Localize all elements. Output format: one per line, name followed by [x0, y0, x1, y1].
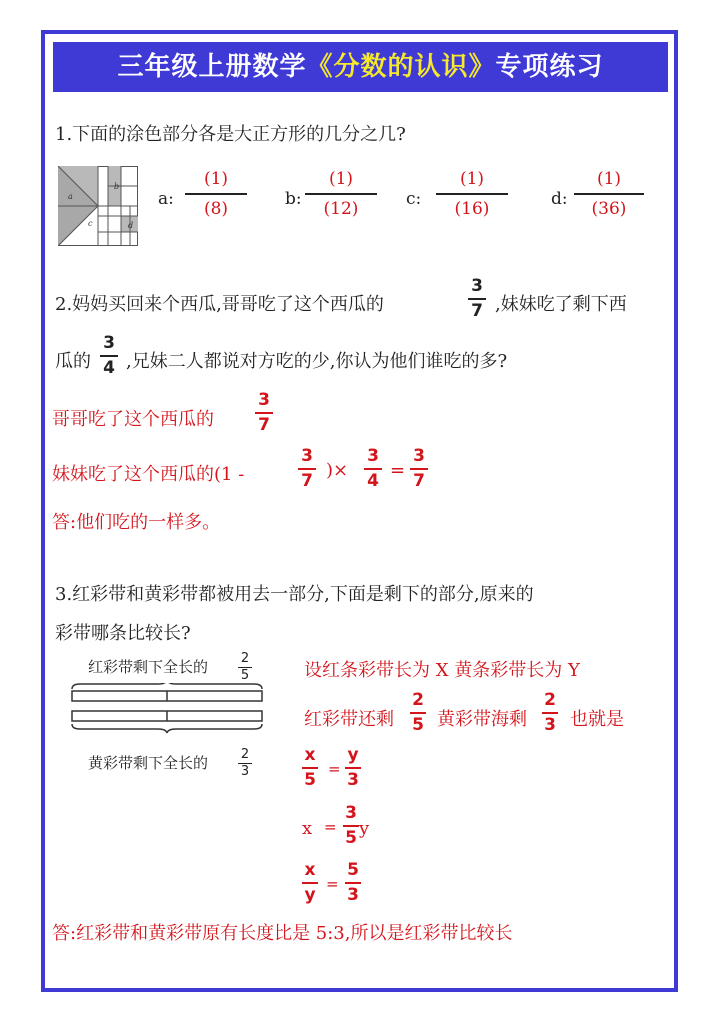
frac-denominator: 3 — [347, 885, 359, 905]
frac-numerator: 3 — [367, 446, 379, 466]
q3-eq1-right-fraction — [345, 745, 361, 791]
q2-answer-fraction1 — [255, 390, 273, 436]
q1-option-d-denominator: (36) — [591, 199, 627, 219]
q2-fraction-brother — [468, 276, 486, 322]
frac-numerator: 3 — [413, 446, 425, 466]
frac-numerator: 3 — [301, 446, 313, 466]
q1-option-d-label: d: — [551, 189, 568, 209]
frac-numerator: 2 — [240, 747, 250, 762]
frac-denominator: 4 — [367, 471, 379, 491]
q3-solution-line2-c: 也就是 — [570, 709, 624, 730]
q3-eq3-right-fraction — [345, 860, 361, 906]
frac-numerator: 2 — [412, 690, 424, 710]
frac-denominator: 5 — [240, 668, 250, 683]
frac-denominator: 5 — [304, 770, 316, 790]
frac-numerator: 2 — [240, 651, 250, 666]
frac-denominator: 7 — [258, 415, 270, 435]
q1-option-a-denominator: (8) — [203, 199, 229, 219]
fig-label-b: b — [114, 182, 120, 191]
q1-option-d-fraction — [574, 168, 644, 220]
frac-denominator: 3 — [240, 764, 250, 779]
q2-answer-fraction2 — [298, 446, 316, 492]
frac-numerator: 3 — [471, 276, 483, 296]
q3-eq3-equals: = — [326, 875, 339, 893]
frac-denominator: 3 — [347, 770, 359, 790]
frac-denominator: 5 — [412, 715, 424, 735]
q3-fig-bottom-fraction — [238, 748, 252, 779]
q1-option-c-label: c: — [406, 189, 422, 209]
q3-fig-bottom-label: 黄彩带剩下全长的 — [88, 754, 209, 772]
frac-numerator: x — [304, 860, 316, 880]
q1-option-a-fraction — [185, 168, 247, 220]
q3-solution-line2-b: 黄彩带海剩 — [437, 709, 527, 730]
q2-line1-b: ,妹妹吃了剩下西 — [495, 294, 627, 315]
frac-denominator: 4 — [103, 358, 115, 378]
q3-line1: 3.红彩带和黄彩带都被用去一部分,下面是剩下的部分,原来的 — [55, 584, 534, 605]
q3-solution-fraction-yellow — [542, 690, 558, 736]
q3-eq2-equals: = — [324, 818, 337, 836]
frac-denominator: 7 — [413, 471, 425, 491]
q1-option-b-label: b: — [285, 189, 302, 209]
frac-numerator: 3 — [103, 333, 115, 353]
q2-answer-fraction4 — [410, 446, 428, 492]
title-part1: 三年级上册数学 — [117, 52, 307, 82]
q2-line2-a: 瓜的 — [55, 351, 91, 372]
frac-numerator: x — [304, 745, 316, 765]
q1-option-a-label: a: — [158, 189, 174, 209]
q2-answer-equals: = — [390, 460, 406, 481]
q1-option-a-numerator: (1) — [203, 169, 229, 189]
q3-fig-top-label: 红彩带剩下全长的 — [88, 658, 209, 676]
q3-eq2-left: x — [302, 818, 313, 839]
q1-option-c-denominator: (16) — [454, 199, 490, 219]
frac-denominator: 7 — [301, 471, 313, 491]
q3-ribbon-figure — [70, 683, 265, 743]
q3-solution-line2-a: 红彩带还剩 — [304, 709, 394, 730]
q1-option-c-fraction — [436, 168, 508, 220]
q3-line2: 彩带哪条比较长? — [55, 623, 191, 644]
q3-fig-top-fraction — [238, 652, 252, 683]
q1-option-d-numerator: (1) — [596, 169, 622, 189]
frac-denominator: 5 — [345, 828, 357, 848]
frac-numerator: 2 — [544, 690, 556, 710]
title-part2: 《分数的认识》 — [306, 52, 496, 82]
fig-label-d: d — [128, 221, 134, 230]
frac-denominator: 7 — [471, 301, 483, 321]
q3-eq2-tail: y — [359, 818, 370, 839]
q1-option-b-denominator: (12) — [323, 199, 359, 219]
q3-eq3-left-fraction — [302, 860, 318, 906]
q3-answer: 答:红彩带和黄彩带原有长度比是 5:3,所以是红彩带比较长 — [52, 923, 513, 944]
q3-eq1-left-fraction — [302, 745, 318, 791]
q2-line1-a: 2.妈妈买回来个西瓜,哥哥吃了这个西瓜的 — [55, 294, 384, 315]
q1-option-c-numerator: (1) — [459, 169, 485, 189]
q1-option-b-fraction — [305, 168, 377, 220]
q3-solution-fraction-red — [410, 690, 426, 736]
fig-label-a: a — [68, 192, 73, 201]
q2-fraction-sister — [100, 333, 118, 379]
q2-answer-line2-a: 妹妹吃了这个西瓜的(1 - — [52, 464, 245, 485]
q1-option-b-numerator: (1) — [328, 169, 354, 189]
frac-numerator: 3 — [258, 390, 270, 410]
frac-numerator: 3 — [345, 803, 357, 823]
q2-answer-conclusion: 答:他们吃的一样多。 — [52, 512, 221, 533]
frac-numerator: y — [347, 745, 359, 765]
q2-answer-fraction3 — [364, 446, 382, 492]
frac-numerator: 5 — [347, 860, 359, 880]
q2-answer-line2-b: )× — [326, 460, 349, 481]
q3-solution-line1: 设红条彩带长为 X 黄条彩带长为 Y — [304, 660, 580, 681]
fig-label-c: c — [88, 219, 93, 228]
q3-eq1-equals: = — [328, 760, 341, 778]
frac-denominator: 3 — [544, 715, 556, 735]
title-part3: 专项练习 — [495, 52, 604, 82]
q1-text: 1.下面的涂色部分各是大正方形的几分之几? — [55, 124, 406, 145]
q2-line2-b: ,兄妹二人都说对方吃的少,你认为他们谁吃的多? — [126, 351, 508, 372]
page-title — [53, 42, 668, 92]
q1-square-figure — [58, 166, 138, 246]
frac-denominator: y — [304, 885, 316, 905]
q3-eq2-right-fraction — [343, 803, 359, 849]
q2-answer-line1: 哥哥吃了这个西瓜的 — [52, 409, 214, 430]
